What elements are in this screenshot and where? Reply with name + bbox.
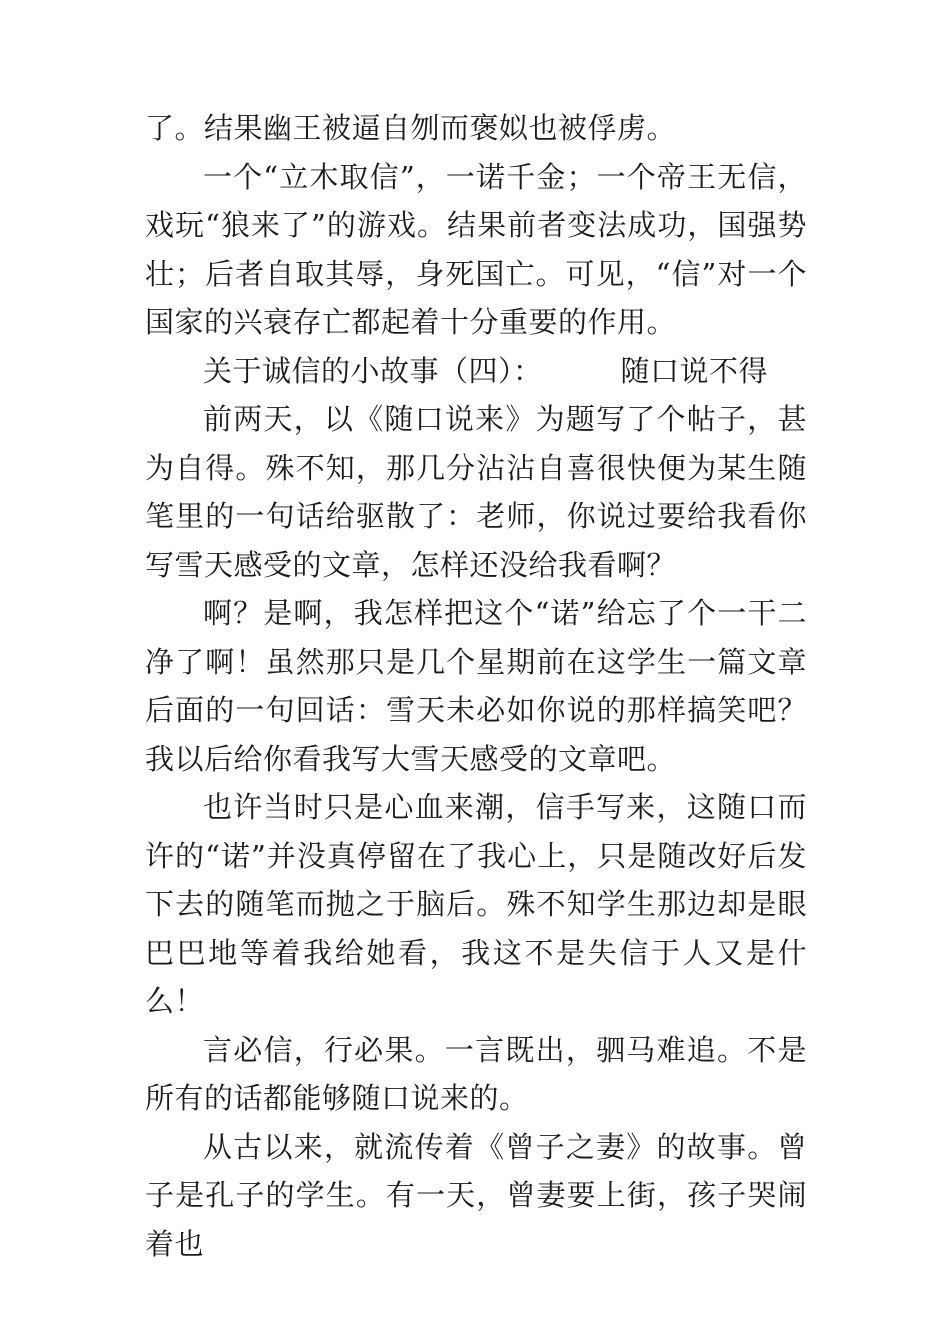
document-page <box>145 104 807 1268</box>
section-heading-right: 随口说不得 <box>620 353 769 388</box>
paragraph-6: 言必信，行必果。一言既出，驷马难追。不是所有的话都能够随口说来的。 <box>145 1032 807 1115</box>
section-heading <box>145 347 807 396</box>
paragraph-3: 前两天，以《随口说来》为题写了个帖子，甚为自得。殊不知，那几分沾沾自喜很快便为某生随笔里的一句话给驱散了：老师，你说过要给我看你写雪天感受的文章，怎样还没给我看啊？ <box>145 402 807 582</box>
paragraph-5: 也许当时只是心血来潮，信手写来，这随口而许的“诺”并没真停留在了我心上，只是随改好后发下去的随笔而抛之于脑后。殊不知学生那边却是眼巴巴地等着我给她看，我这不是失信于人又是什么！ <box>145 790 807 1018</box>
paragraph-4: 啊？是啊，我怎样把这个“诺”给忘了个一干二净了啊！虽然那只是几个星期前在这学生一篇文章后面的一句回话：雪天未必如你说的那样搞笑吧？我以后给你看我写大雪天感受的文章吧。 <box>145 596 807 776</box>
paragraph-7: 从古以来，就流传着《曾子之妻》的故事。曾子是孔子的学生。有一天，曾妻要上街，孩子哭闹着也 <box>145 1129 807 1261</box>
paragraph-2: 一个“立木取信”，一诺千金；一个帝王无信，戏玩“狼来了”的游戏。结果前者变法成功，国强势壮；后者自取其辱，身死国亡。可见，“信”对一个国家的兴衰存亡都起着十分重要的作用。 <box>145 159 807 339</box>
paragraph-1: 了。结果幽王被逼自刎而褒姒也被俘虏。 <box>145 111 677 145</box>
section-heading-left: 关于诚信的小故事（四）： <box>203 353 543 388</box>
